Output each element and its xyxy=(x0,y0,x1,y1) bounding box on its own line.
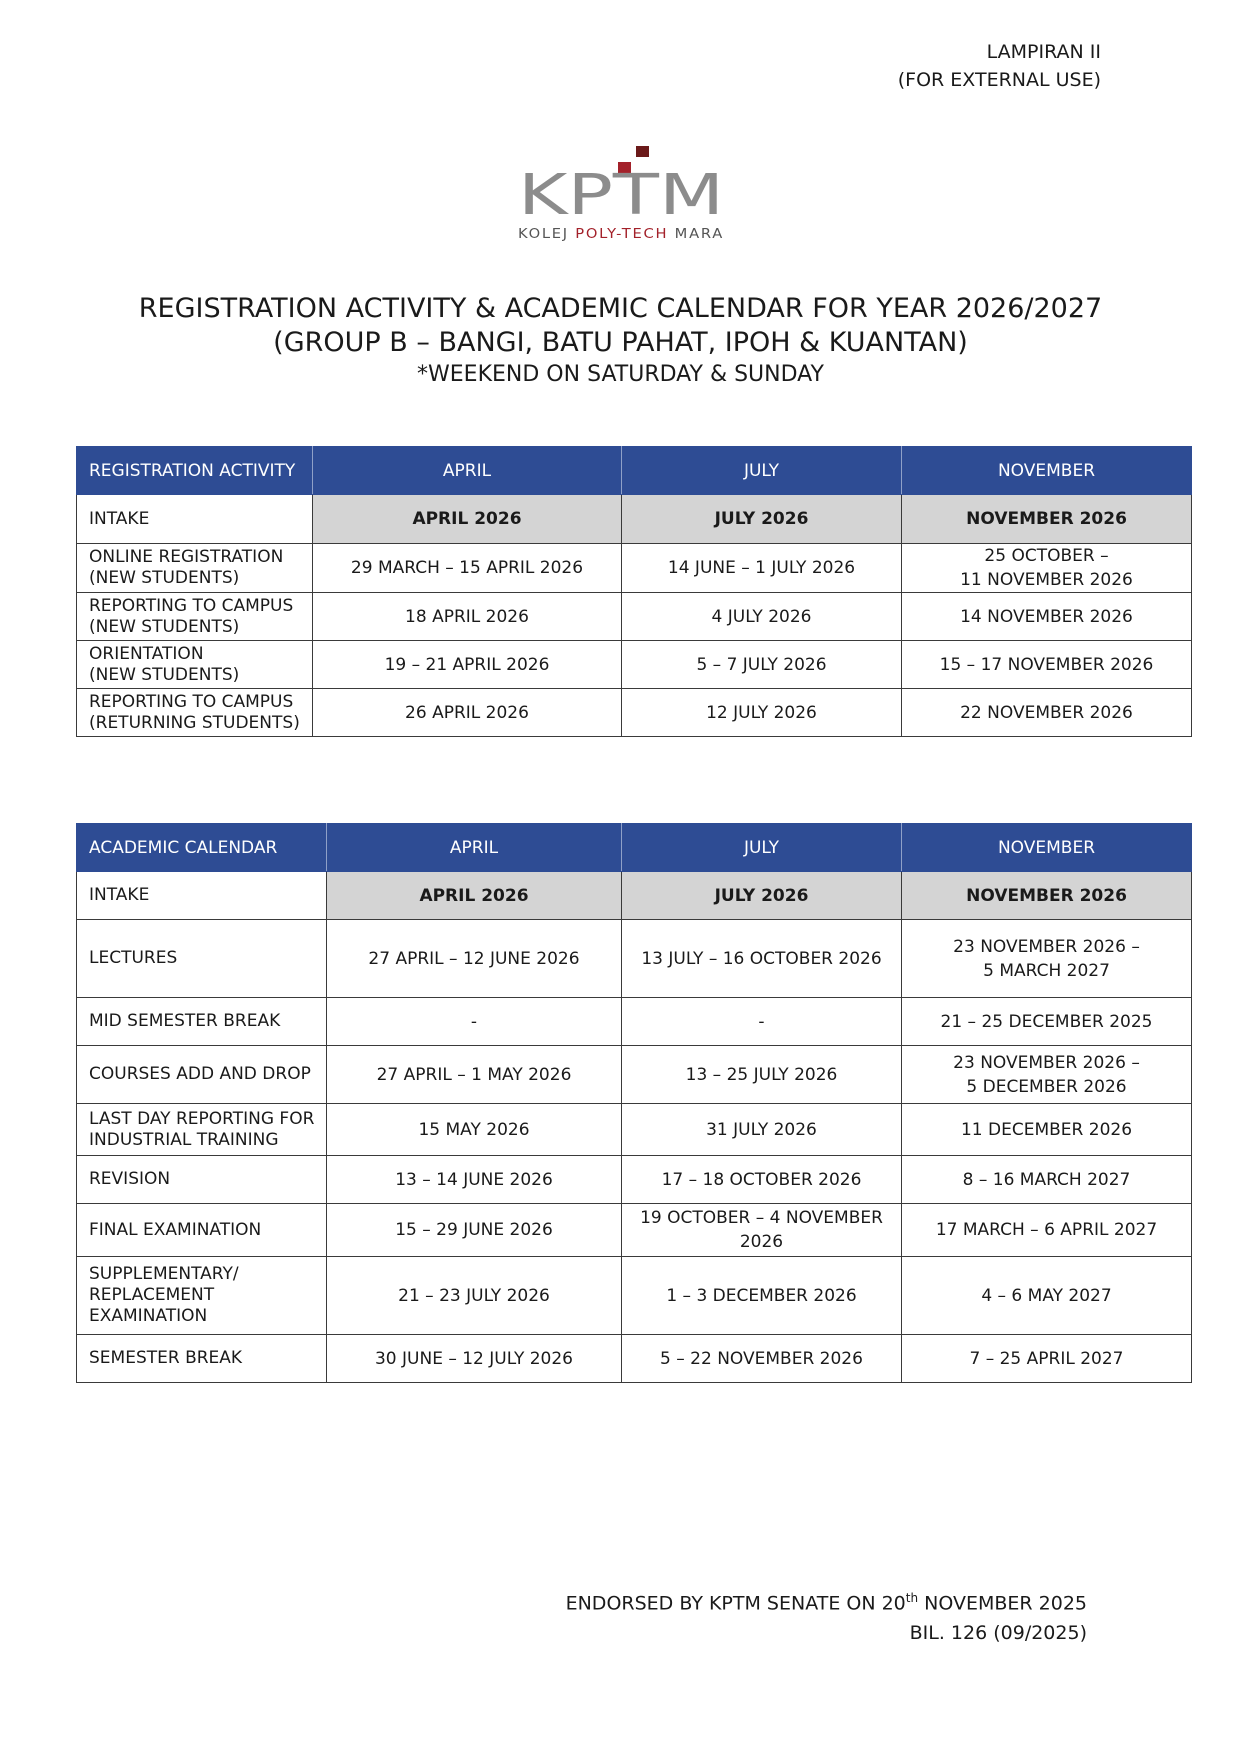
header-row xyxy=(77,447,1192,495)
date-cell xyxy=(622,1257,902,1335)
date-cell xyxy=(313,593,622,641)
intake-value: NOVEMBER 2026 xyxy=(902,495,1192,544)
column-header-activity: REGISTRATION ACTIVITY xyxy=(77,447,313,495)
column-header-month: JULY xyxy=(622,447,902,495)
date-cell xyxy=(622,1046,902,1104)
date-line: 11 NOVEMBER 2026 xyxy=(960,570,1133,590)
date-cell xyxy=(327,920,622,998)
date-line: 13 – 25 JULY 2026 xyxy=(685,1064,838,1085)
logo-letters: KPTM xyxy=(518,163,724,228)
column-header-month: NOVEMBER xyxy=(902,824,1192,872)
date-line: 4 – 6 MAY 2027 xyxy=(981,1285,1112,1306)
label-line: COURSES ADD AND DROP xyxy=(89,1064,311,1084)
title-line-1: REGISTRATION ACTIVITY & ACADEMIC CALENDAR FOR YEAR 2026/2027 xyxy=(138,293,1103,324)
date-cell xyxy=(902,1046,1192,1104)
label-line: REVISION xyxy=(89,1169,171,1189)
activity-label xyxy=(77,998,327,1046)
label-line: MID SEMESTER BREAK xyxy=(89,1011,281,1031)
date-line: 26 APRIL 2026 xyxy=(405,702,529,723)
intake-value: JULY 2026 xyxy=(622,872,902,920)
label-line: (NEW STUDENTS) xyxy=(89,664,240,685)
date-cell xyxy=(902,920,1192,998)
column-header-month: JULY xyxy=(622,824,902,872)
column-header-activity: ACADEMIC CALENDAR xyxy=(77,824,327,872)
date-line: 19 – 21 APRIL 2026 xyxy=(384,654,550,675)
column-header-month: NOVEMBER xyxy=(902,447,1192,495)
title-line-3: *WEEKEND ON SATURDAY & SUNDAY xyxy=(417,362,824,387)
date-line: 5 DECEMBER 2026 xyxy=(966,1076,1127,1097)
date-line: 15 – 29 JUNE 2026 xyxy=(395,1220,553,1240)
table-row xyxy=(77,1204,1192,1257)
table-row xyxy=(77,1046,1192,1104)
activity-label xyxy=(77,1046,327,1104)
table-row xyxy=(77,689,1192,737)
date-line: 14 NOVEMBER 2026 xyxy=(960,606,1133,627)
activity-label xyxy=(77,1104,327,1156)
intake-row xyxy=(77,872,1192,920)
usage-label: (FOR EXTERNAL USE) xyxy=(897,69,1101,91)
activity-label xyxy=(77,689,313,737)
date-cell xyxy=(902,1156,1192,1204)
date-line: 5 – 7 JULY 2026 xyxy=(696,654,827,675)
date-line: 8 – 16 MARCH 2027 xyxy=(962,1169,1131,1190)
date-line: 13 – 14 JUNE 2026 xyxy=(395,1169,553,1190)
registration-activity-table xyxy=(76,446,1192,737)
date-cell xyxy=(622,1104,902,1156)
activity-label xyxy=(77,1257,327,1335)
table-row xyxy=(77,544,1192,593)
date-line: 12 JULY 2026 xyxy=(706,702,817,723)
logo-subtitle: KOLEJ POLY-TECH MARA xyxy=(518,226,720,242)
date-line: 18 APRIL 2026 xyxy=(405,606,529,627)
date-line: 22 NOVEMBER 2026 xyxy=(960,702,1133,723)
date-cell xyxy=(313,689,622,737)
table-row xyxy=(77,593,1192,641)
table-row xyxy=(77,1104,1192,1156)
date-line: - xyxy=(470,1011,478,1032)
activity-label xyxy=(77,1204,327,1257)
logo-square-dark xyxy=(636,146,649,157)
column-header-month: APRIL xyxy=(313,447,622,495)
intake-label: INTAKE xyxy=(77,872,327,920)
annex-label: LAMPIRAN II xyxy=(986,41,1101,63)
date-line: 30 JUNE – 12 JULY 2026 xyxy=(374,1348,573,1369)
date-cell xyxy=(902,593,1192,641)
activity-label xyxy=(77,1335,327,1383)
table-row xyxy=(77,920,1192,998)
date-line: 29 MARCH – 15 APRIL 2026 xyxy=(350,558,584,578)
date-cell xyxy=(902,544,1192,593)
date-cell xyxy=(313,544,622,593)
endorsement-footer xyxy=(487,1583,1087,1648)
date-line: 7 – 25 APRIL 2027 xyxy=(969,1348,1124,1369)
date-line: 11 DECEMBER 2026 xyxy=(960,1119,1133,1140)
date-cell xyxy=(327,1204,622,1257)
date-line: 23 NOVEMBER 2026 – xyxy=(953,936,1140,957)
date-line: 5 MARCH 2027 xyxy=(983,960,1110,981)
date-line: 4 JULY 2026 xyxy=(711,606,812,627)
date-line: 19 OCTOBER – 4 NOVEMBER xyxy=(640,1208,883,1228)
date-cell xyxy=(902,641,1192,689)
date-cell xyxy=(622,920,902,998)
label-line: LAST DAY REPORTING FOR xyxy=(89,1108,315,1129)
activity-label xyxy=(77,1156,327,1204)
date-line: 1 – 3 DECEMBER 2026 xyxy=(666,1285,857,1306)
date-cell xyxy=(622,1156,902,1204)
table-row xyxy=(77,998,1192,1046)
annex-header xyxy=(801,38,1101,94)
label-line: ONLINE REGISTRATION xyxy=(89,547,284,567)
document-title xyxy=(0,292,1241,390)
label-line: (NEW STUDENTS) xyxy=(89,568,240,588)
date-cell xyxy=(902,1204,1192,1257)
label-line: LECTURES xyxy=(89,948,178,968)
date-line: 17 MARCH – 6 APRIL 2027 xyxy=(935,1220,1158,1240)
date-line: - xyxy=(758,1011,765,1032)
label-line: FINAL EXAMINATION xyxy=(89,1219,262,1240)
date-cell xyxy=(902,689,1192,737)
date-cell xyxy=(327,1046,622,1104)
date-cell xyxy=(622,689,902,737)
date-line: 27 APRIL – 12 JUNE 2026 xyxy=(368,948,580,969)
date-cell xyxy=(622,641,902,689)
intake-value: JULY 2026 xyxy=(622,495,902,544)
date-cell xyxy=(313,641,622,689)
table-row xyxy=(77,1156,1192,1204)
activity-label xyxy=(77,544,313,593)
date-cell xyxy=(622,1335,902,1383)
activity-label xyxy=(77,920,327,998)
intake-label: INTAKE xyxy=(77,495,313,544)
label-line: SUPPLEMENTARY/ xyxy=(89,1264,239,1284)
label-line: ORIENTATION xyxy=(89,643,204,664)
date-cell xyxy=(622,1204,902,1257)
activity-label xyxy=(77,641,313,689)
date-cell xyxy=(327,1156,622,1204)
date-line: 27 APRIL – 1 MAY 2026 xyxy=(376,1064,572,1085)
title-line-2: (GROUP B – BANGI, BATU PAHAT, IPOH & KUANTAN) xyxy=(273,327,968,358)
reference-number: BIL. 126 (09/2025) xyxy=(909,1622,1087,1645)
date-cell xyxy=(902,1335,1192,1383)
date-cell xyxy=(902,1104,1192,1156)
date-cell xyxy=(902,998,1192,1046)
intake-value: APRIL 2026 xyxy=(313,495,622,544)
column-header-month: APRIL xyxy=(327,824,622,872)
label-line: INDUSTRIAL TRAINING xyxy=(89,1129,279,1150)
date-cell xyxy=(327,1335,622,1383)
label-line: REPORTING TO CAMPUS xyxy=(89,595,294,616)
date-line: 5 – 22 NOVEMBER 2026 xyxy=(660,1348,863,1369)
endorsement-line: ENDORSED BY KPTM SENATE ON 20th NOVEMBER 2025 xyxy=(565,1591,1087,1615)
intake-value: NOVEMBER 2026 xyxy=(902,872,1192,920)
date-cell xyxy=(622,998,902,1046)
date-line: 13 JULY – 16 OCTOBER 2026 xyxy=(641,948,882,969)
date-line: 21 – 23 JULY 2026 xyxy=(398,1285,550,1306)
activity-label xyxy=(77,593,313,641)
date-line: 15 – 17 NOVEMBER 2026 xyxy=(939,654,1154,675)
date-line: 15 MAY 2026 xyxy=(418,1119,530,1140)
date-cell xyxy=(327,1104,622,1156)
intake-row xyxy=(77,495,1192,544)
date-line: 21 – 25 DECEMBER 2025 xyxy=(940,1011,1153,1032)
date-line: 25 OCTOBER – xyxy=(984,546,1109,566)
label-line: REPLACEMENT xyxy=(89,1285,215,1305)
date-line: 23 NOVEMBER 2026 – xyxy=(953,1052,1140,1073)
date-line: 31 JULY 2026 xyxy=(706,1119,817,1140)
table-row xyxy=(77,1335,1192,1383)
label-line: REPORTING TO CAMPUS xyxy=(89,691,294,712)
date-line: 17 – 18 OCTOBER 2026 xyxy=(661,1169,862,1190)
date-line: 14 JUNE – 1 JULY 2026 xyxy=(667,558,856,578)
date-cell xyxy=(622,544,902,593)
date-cell xyxy=(902,1257,1192,1335)
label-line: EXAMINATION xyxy=(89,1306,208,1326)
table-row xyxy=(77,1257,1192,1335)
date-line: 2026 xyxy=(739,1232,784,1252)
date-cell xyxy=(327,998,622,1046)
label-line: (RETURNING STUDENTS) xyxy=(89,712,300,733)
kptm-logo xyxy=(518,146,724,246)
header-row xyxy=(77,824,1192,872)
date-cell xyxy=(622,593,902,641)
academic-calendar-table xyxy=(76,823,1192,1383)
label-line: (NEW STUDENTS) xyxy=(89,616,240,637)
date-cell xyxy=(327,1257,622,1335)
table-row xyxy=(77,641,1192,689)
intake-value: APRIL 2026 xyxy=(327,872,622,920)
label-line: SEMESTER BREAK xyxy=(89,1348,243,1368)
